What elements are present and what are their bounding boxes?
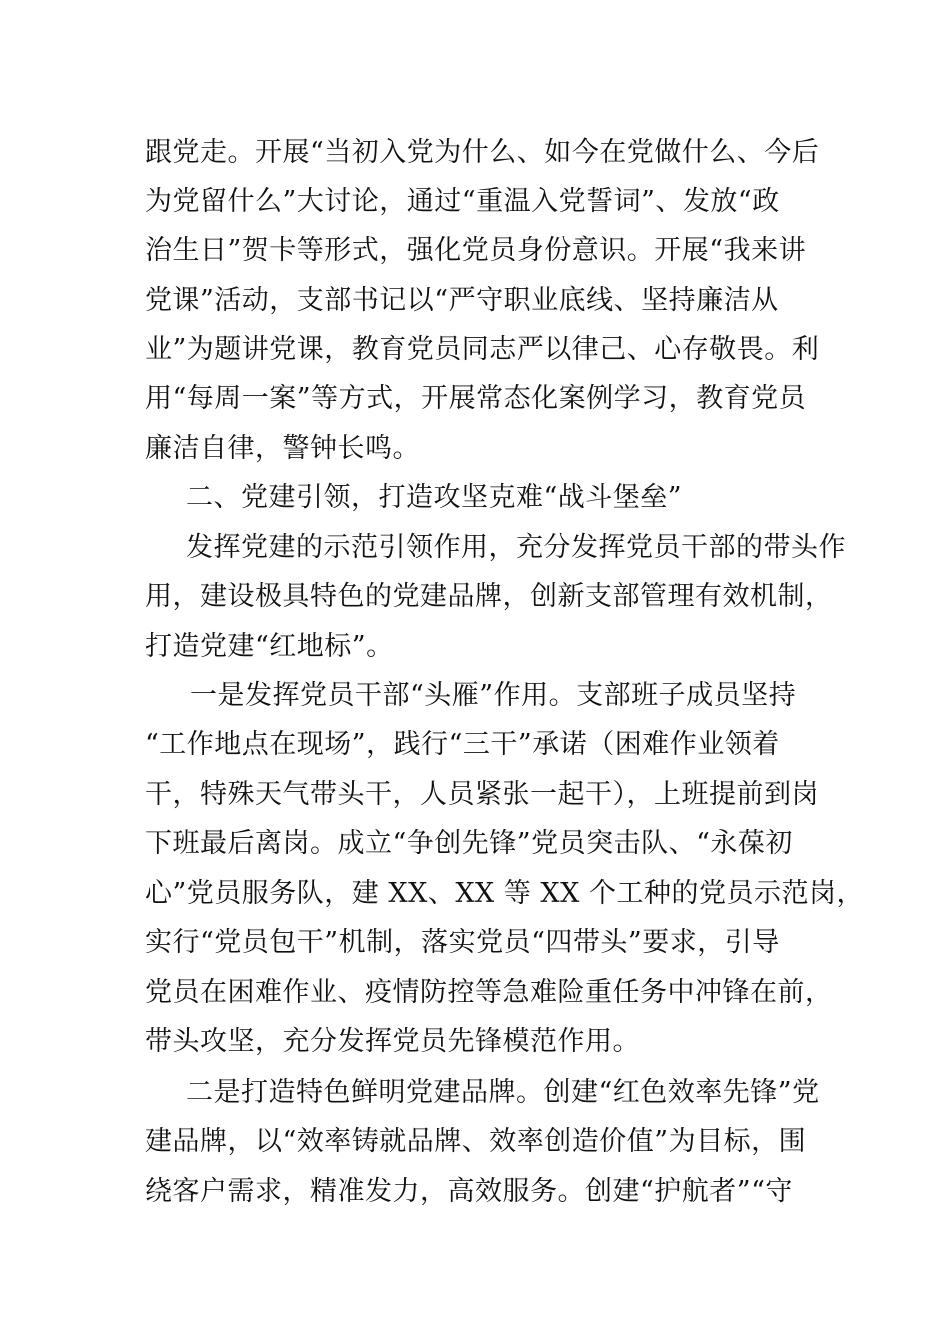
paragraph-line: 为党留什么”大讨论，通过“重温入党誓词”、发放“政 [145,186,780,217]
paragraph-line: 一是发挥党员干部“头雁”作用。支部班子成员坚持 [190,680,797,711]
paragraph-line: “工作地点在现场”，践行“三干”承诺（困难作业领着 [145,729,780,760]
paragraph-line: 心”党员服务队，建 XX、XX 等 XX 个工种的党员示范岗， [145,878,864,909]
paragraph-line: 干，特殊天气带头干，人员紧张一起干），上班提前到岗 [145,779,819,810]
paragraph-line: 用，建设极具特色的党建品牌，创新支部管理有效机制， [145,581,833,612]
paragraph-line: 党员在困难作业、疫情防控等急难险重任务中冲锋在前， [145,977,833,1008]
paragraph-line: 二是打造特色鲜明党建品牌。创建“红色效率先锋”党 [186,1077,820,1108]
paragraph-line: 用“每周一案”等方式，开展常态化案例学习，教育党员 [145,383,807,414]
paragraph-line: 跟党走。开展“当初入党为什么、如今在党做什么、今后 [145,137,820,168]
paragraph-line: 党课”活动，支部书记以“严守职业底线、坚持廉洁从 [145,285,779,316]
paragraph-line: 业”为题讲党课，教育党员同志严以律己、心存敬畏。利 [145,334,820,365]
paragraph-line: 下班最后离岗。成立“争创先锋”党员突击队、“永葆初 [145,828,793,859]
paragraph-line: 治生日”贺卡等形式，强化党员身份意识。开展“我来讲 [145,235,807,266]
section-heading: 二、党建引领，打造攻坚克难“战斗堡垒” [186,482,683,513]
paragraph-line: 绕客户需求，精准发力，高效服务。创建“护航者”“守 [145,1176,793,1207]
paragraph-line: 实行“党员包干”机制，落实党员“四带头”要求，引导 [145,927,780,958]
paragraph-line: 带头攻坚，充分发挥党员先锋模范作用。 [145,1026,640,1057]
paragraph-line: 廉洁自律，警钟长鸣。 [145,433,420,464]
paragraph-line: 打造党建“红地标”。 [145,631,394,662]
paragraph-line: 建品牌，以“效率铸就品牌、效率创造价值”为目标，围 [145,1126,807,1157]
paragraph-line: 发挥党建的示范引领作用，充分发挥党员干部的带头作 [186,532,846,563]
